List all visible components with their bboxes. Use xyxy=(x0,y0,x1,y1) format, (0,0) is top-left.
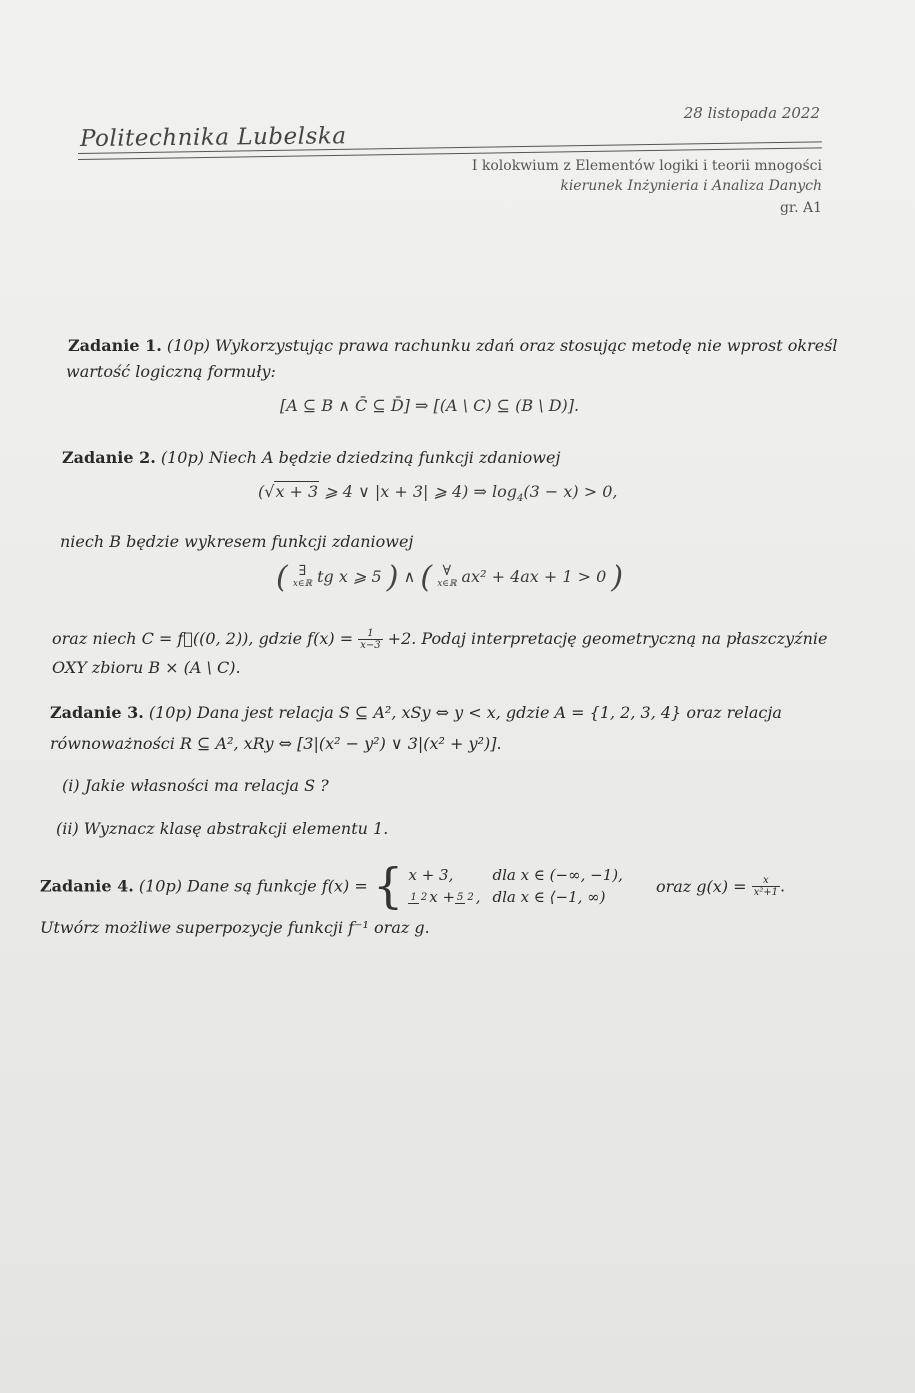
forall-quantifier: ∀ x∈ℝ xyxy=(437,562,457,589)
task2-label: Zadanie 2. xyxy=(62,448,156,467)
task3-text: Dana jest relacja S ⊆ A², xSy ⇔ y < x, gdzie A = {1, 2, 3, 4} oraz relacja xyxy=(197,703,782,722)
exam-date: 28 listopada 2022 xyxy=(683,104,820,122)
task3-item2: (ii) Wyznacz klasę abstrakcji elementu 1. xyxy=(56,819,389,838)
task4-text-b: oraz g(x) = xyxy=(655,876,752,896)
paren-close-2: ) xyxy=(611,560,624,595)
q1-body: tg x ⩾ 5 xyxy=(317,567,382,586)
course-name: kierunek Inżynieria i Analiza Danych xyxy=(560,178,822,194)
case-row-1: x + 3, dla x ∈ (−∞, −1), xyxy=(408,866,623,884)
formula1-log-base: 4 xyxy=(517,493,524,505)
fraction-1-over-x-3: $\frac{1}{x-3}$ xyxy=(360,628,381,651)
task3-label: Zadanie 3. xyxy=(50,703,144,722)
task3-line2: równoważności R ⊆ A², xRy ⇔ [3|(x² − y²) ∨ 3|(x² + y²)]. xyxy=(50,734,502,753)
piecewise-cases xyxy=(408,864,622,908)
task2-points: (10p) xyxy=(160,448,204,467)
task1-line1 xyxy=(68,336,837,355)
task1-line2: wartość logiczną formuły: xyxy=(66,362,276,381)
task2-line3 xyxy=(52,628,827,651)
task2-formula2 xyxy=(276,560,623,595)
task4-label: Zadanie 4. xyxy=(40,876,134,896)
task2-line4: OXY zbioru B × (A \ C). xyxy=(52,658,241,677)
task3-line1 xyxy=(50,703,782,722)
exam-title: I kolokwium z Elementów logiki i teorii mnogości xyxy=(471,158,822,174)
task4-text-a: Dane są funkcje f(x) = xyxy=(187,876,368,896)
formula1-part-b: ⩾ 4 ∨ |x + 3| ⩾ 4) ⇒ log xyxy=(319,482,517,501)
q2-body: ax² + 4ax + 1 > 0 xyxy=(461,567,607,586)
case-row-2: 1 2 x +5 2 , dla x ∈ ⟨−1, ∞) xyxy=(410,888,606,906)
group-label: gr. A1 xyxy=(779,200,822,216)
cases-brace: { xyxy=(372,858,404,914)
paren-open-2: ( xyxy=(420,560,433,595)
task1-label: Zadanie 1. xyxy=(68,336,162,355)
task2-line3-a: oraz niech C = f⃗((0, 2)), gdzie f(x) = xyxy=(52,629,359,648)
paren-open: ( xyxy=(276,560,288,595)
task4-text-c: . xyxy=(780,876,786,896)
and-symbol: ∧ xyxy=(403,567,416,586)
task1-formula: [A ⊆ B ∧ C̄ ⊆ D̄] ⇒ [(A \ C) ⊆ (B \ D)]. xyxy=(280,396,580,415)
task1-text: Wykorzystując prawa rachunku zdań oraz stosując metodę nie wprost określ xyxy=(215,336,838,355)
task4-line2: Utwórz możliwe superpozycje funkcji f⁻¹ oraz g. xyxy=(40,918,430,937)
task2-line2: niech B będzie wykresem funkcji zdaniowej xyxy=(60,532,414,551)
task4-line1 xyxy=(40,858,786,914)
g-fraction: $\frac{x}{\text{x²+1}}$ xyxy=(753,874,779,898)
university-name: Politechnika Lubelska xyxy=(79,123,347,152)
task1-points: (10p) xyxy=(166,336,210,355)
task3-item1: (i) Jakie własności ma relacja S ? xyxy=(62,776,329,795)
paren-close: ) xyxy=(386,560,399,595)
formula1-radicand: x + 3 xyxy=(275,482,319,501)
task2-formula1 xyxy=(258,482,617,504)
task3-points: (10p) xyxy=(148,703,192,722)
task2-line1 xyxy=(62,448,560,467)
formula1-part-c: (3 − x) > 0, xyxy=(523,482,618,501)
exists-quantifier: ∃ x∈ℝ xyxy=(292,562,313,589)
formula1-part-a: (√ xyxy=(258,482,275,501)
task2-text: Niech A będzie dziedziną funkcji zdaniowej xyxy=(209,448,561,467)
task2-line3-b: +2. Podaj interpretację geometryczną na płaszczyźnie xyxy=(382,629,828,648)
task4-points: (10p) xyxy=(138,876,182,896)
